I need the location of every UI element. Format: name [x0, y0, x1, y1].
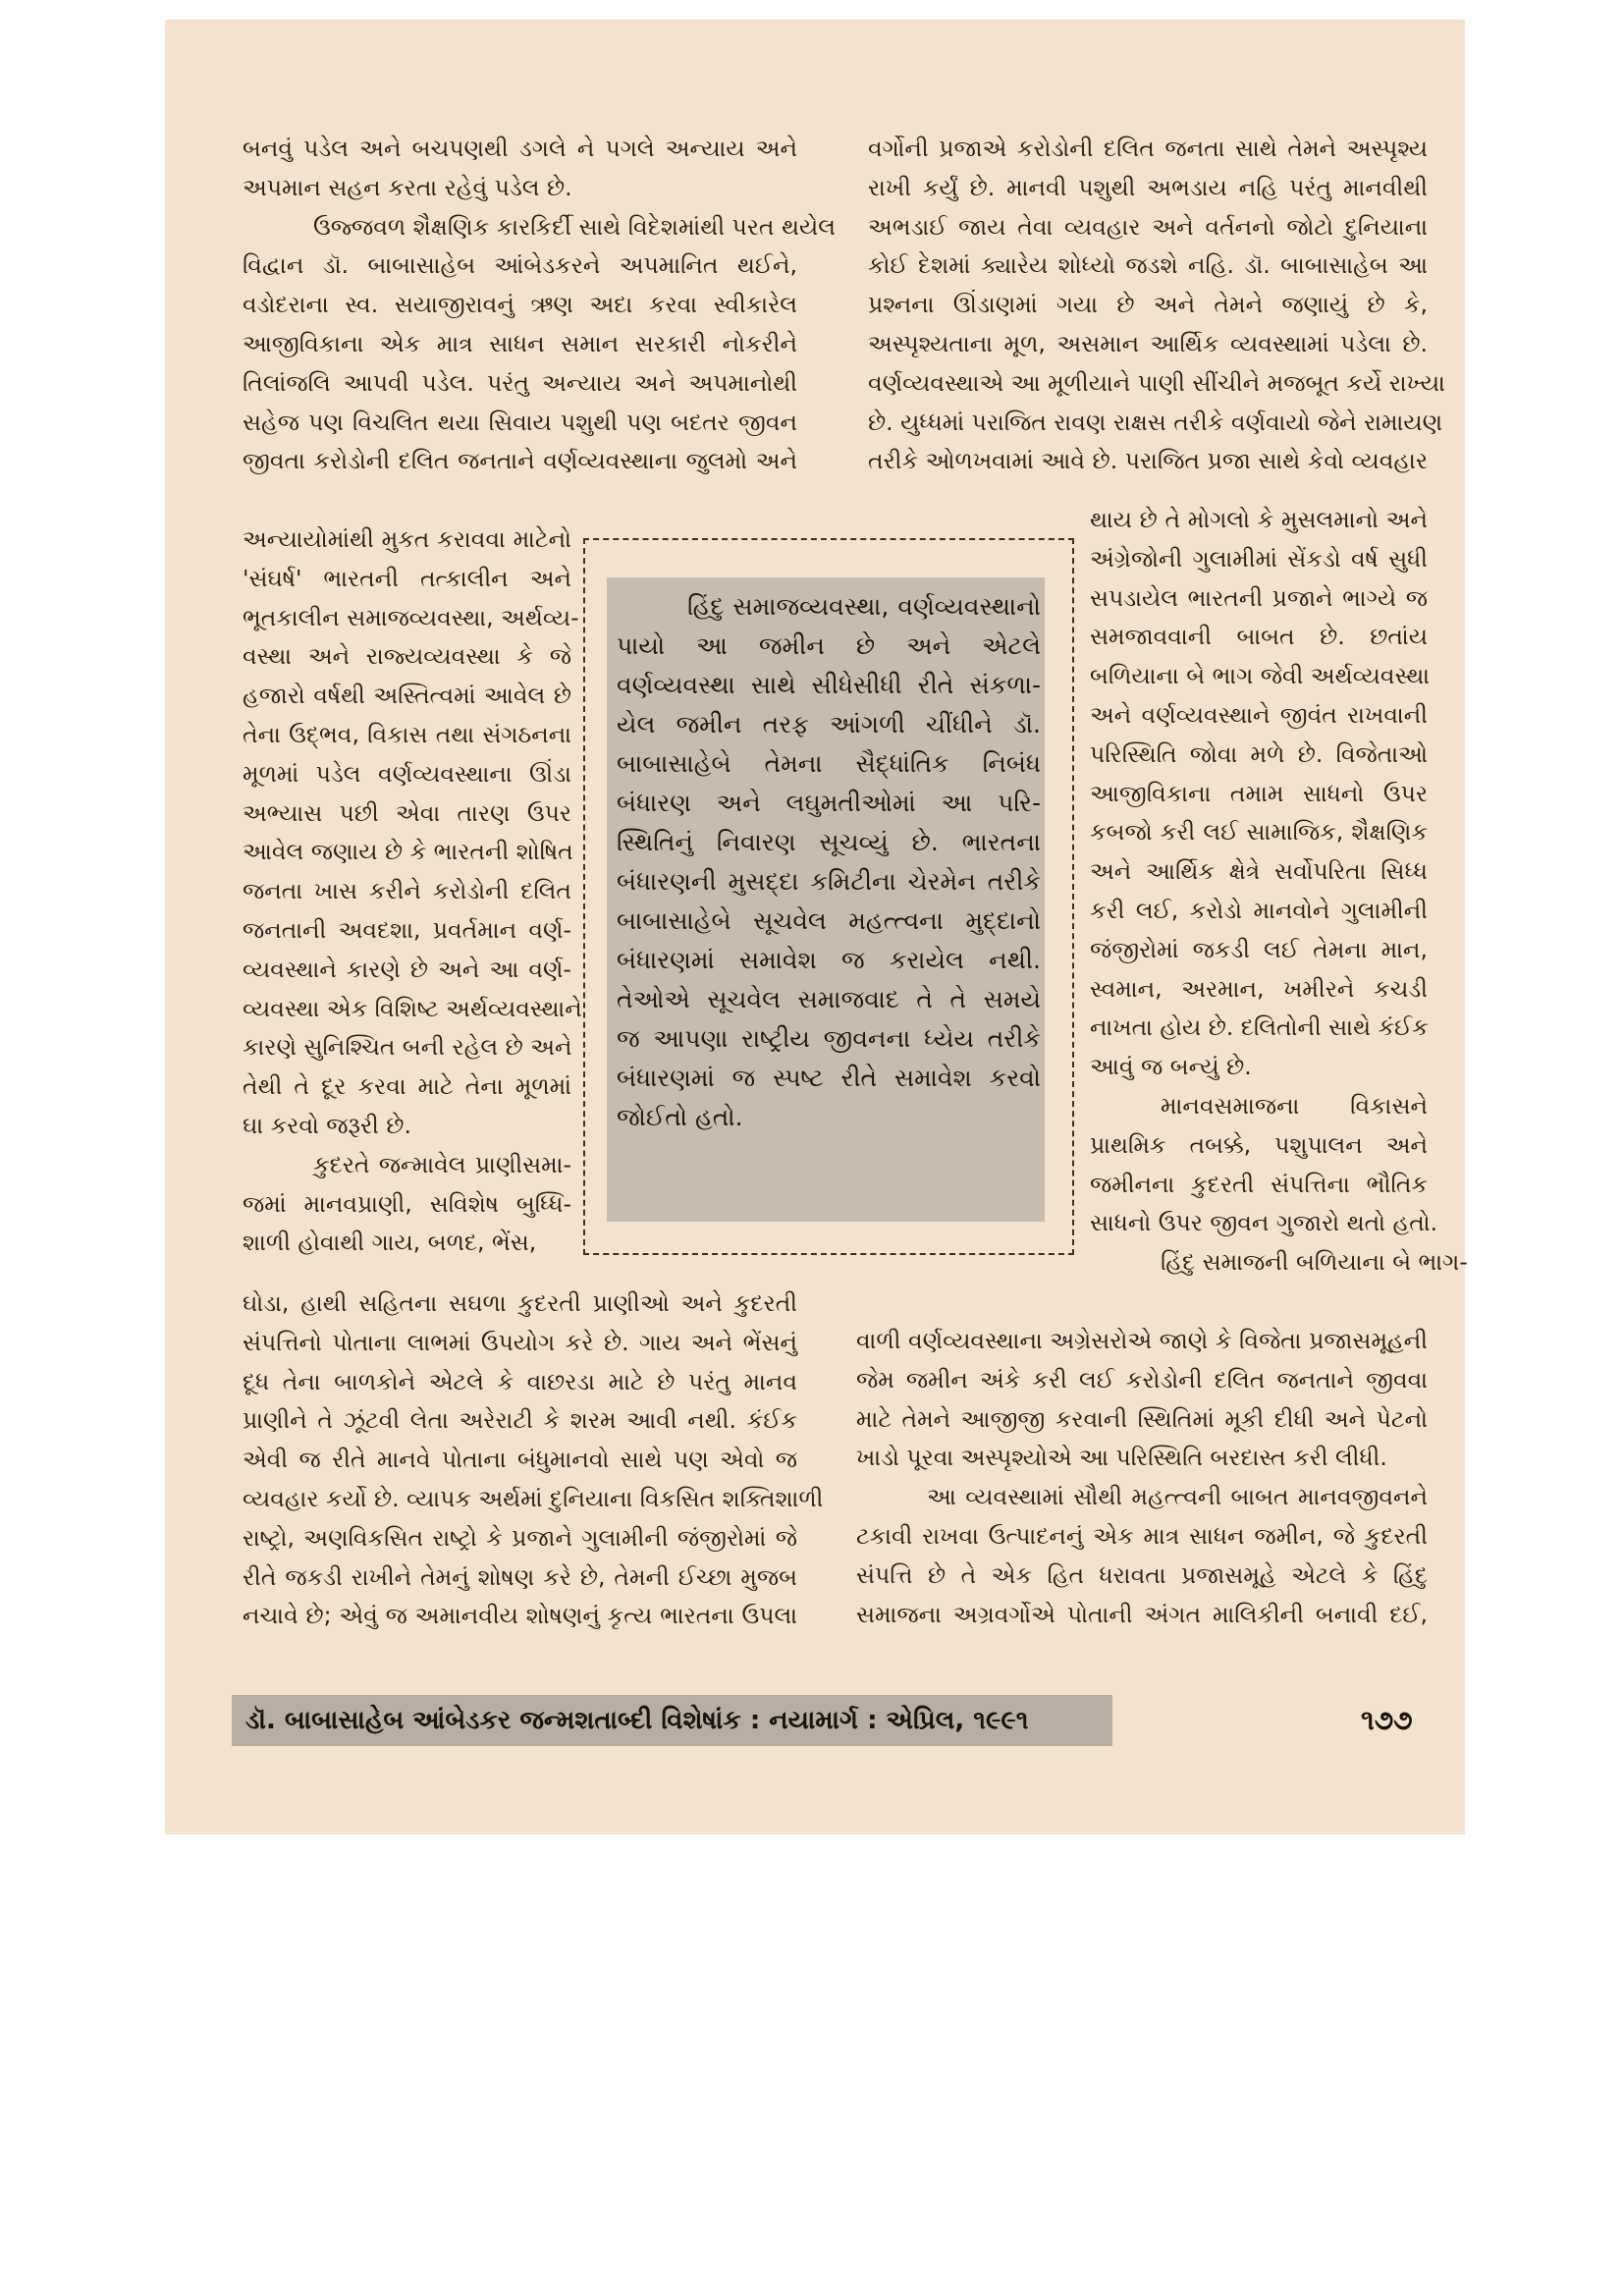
page-number: ૧૭૭: [1361, 1704, 1413, 1736]
text-line: રાખી કર્યું છે. માનવી પશુથી અભડાય નહિ પરંતુ માનવીથી: [868, 173, 1428, 201]
text-line: માનવસમાજના વિકાસને: [1161, 1091, 1428, 1120]
text-line: થાય છે તે મોગલો કે મુસલમાનો અને: [1090, 506, 1428, 533]
text-line: ઘોડા, હાથી સહિતના સઘળા કુદરતી પ્રાણીઓ અને કુદરતી: [243, 1289, 797, 1317]
text-line: જમીનના કુદરતી સંપત્તિના ભૌતિક: [1090, 1170, 1428, 1198]
text-line: અપમાન સહન કરતા રહેવું પડેલ છે.: [243, 173, 572, 201]
left-column-narrow-text: [243, 520, 582, 1263]
text-line: વ્યવસ્થાને કારણે છે અને આ વર્ણ-: [243, 955, 571, 983]
text-line: રીતે જકડી રાખીને તેમનું શોષણ કરે છે, તેમની ઈચ્છા મુજબ: [243, 1562, 797, 1591]
pull-quote-line: બંધારણમાં જ સ્પષ્ટ રીતે સમાવેશ કરવો: [617, 1064, 1041, 1092]
text-line: અભડાઈ જાય તેવા વ્યવહાર અને વર્તનનો જોટો દુનિયાના: [868, 212, 1428, 241]
text-line: કબજો કરી લઈ સામાજિક, શૈક્ષણિક: [1090, 818, 1428, 847]
right-column-bottom-text: [856, 1322, 1428, 1634]
text-line: વર્ણવ્યવસ્થાએ આ મૂળીયાને પાણી સીંચીને મજબૂત કર્યે રાખ્યા: [868, 368, 1445, 397]
text-line: અંગ્રેજોની ગુલામીમાં સેંકડો વર્ષ સુધી: [1090, 544, 1428, 573]
text-line: દૂધ તેના બાળકોને એટલે કે વાછરડા માટે છે પરંતુ માનવ: [243, 1367, 797, 1395]
text-line: નચાવે છે; એવું જ અમાનવીય શોષણનું કૃત્ય ભારતના ઉપલા: [243, 1602, 797, 1630]
pull-quote-line: વર્ણવ્યવસ્થા સાથે સીધેસીધી રીતે સંકળા-: [617, 671, 1041, 699]
pull-quote-text: [617, 587, 1041, 1137]
text-line: આવેલ જણાય છે કે ભારતની શોષિત: [243, 838, 573, 866]
left-column-top-text: [243, 130, 836, 481]
text-line: સપડાયેલ ભારતની પ્રજાને ભાગ્યે જ: [1090, 583, 1428, 612]
text-line: સંપત્તિનો પોતાના લાભમાં ઉપયોગ કરે છે. ગાય અને ભેંસનું: [243, 1328, 797, 1356]
pull-quote-line: સ્થિતિનું નિવારણ સૂચવ્યું છે. ભારતના: [617, 828, 1041, 856]
text-line: સંપત્તિ છે તે એક હિત ધરાવતા પ્રજાસમૂહે એટલે કે હિંદુ: [856, 1560, 1428, 1589]
text-line: કુદરતે જન્માવેલ પ્રાણીસમા-: [313, 1150, 571, 1178]
text-line: 'સંઘર્ષ' ભારતની તત્કાલીન અને: [243, 564, 571, 592]
pull-quote-line: બંધારણની મુસદ્દા કમિટીના ચેરમેન તરીકે: [617, 867, 1041, 896]
text-line: રાષ્ટ્રો, અણવિકસિત રાષ્ટ્રો કે પ્રજાને ગુલામીની જંજીરોમાં જે: [243, 1523, 797, 1552]
pull-quote-line: પાયો આ જમીન છે અને એટલે: [617, 631, 1041, 660]
text-line: પ્રાથમિક તબક્કે, પશુપાલન અને: [1090, 1130, 1428, 1159]
text-line: જમાં માનવપ્રાણી, સવિશેષ બુધ્ધિ-: [243, 1189, 571, 1218]
text-line: ઘા કરવો જરૂરી છે.: [243, 1111, 412, 1139]
text-line: અને વર્ણવ્યવસ્થાને જીવંત રાખવાની: [1090, 700, 1428, 729]
text-line: આજીવિકાના તમામ સાધનો ઉપર: [1090, 779, 1428, 807]
pull-quote-line: જોઈતો હતો.: [617, 1103, 743, 1131]
pull-quote-line: બંધારણ અને લઘુમતીઓમાં આ પરિ-: [617, 789, 1041, 817]
text-line: સહેજ પણ વિચલિત થયા સિવાય પશુથી પણ બદતર જીવન: [243, 408, 797, 436]
text-line: સમજાવવાની બાબત છે. છતાંય: [1090, 623, 1428, 651]
pull-quote-line: જ આપણા રાષ્ટ્રીય જીવનના ધ્યેય તરીકે: [617, 1024, 1041, 1053]
text-line: જીવતા કરોડોની દલિત જનતાને વર્ણવ્યવસ્થાના જુલમો અને: [243, 447, 797, 475]
text-line: ભૂતકાલીન સમાજવ્યવસ્થા, અર્થવ્ય-: [243, 603, 579, 631]
text-line: પરિસ્થિતિ જોવા મળે છે. વિજેતાઓ: [1090, 739, 1428, 768]
text-line: પ્રશ્નના ઊંડાણમાં ગયા છે અને તેમને જણાયું છે કે,: [868, 291, 1428, 319]
text-line: વડોદરાના સ્વ. સયાજીરાવનું ઋણ અદા કરવા સ્વીકારેલ: [243, 291, 797, 319]
text-line: ખાડો પૂરવા અસ્પૃશ્યોએ આ પરિસ્થિતિ બરદાસ્ત કરી લીધી.: [856, 1444, 1387, 1472]
text-line: બનવું પડેલ અને બચપણથી ડગલે ને પગલે અન્યાય અને: [243, 135, 797, 162]
pull-quote-line: બંધારણમાં સમાવેશ જ કરાયેલ નથી.: [617, 946, 1041, 974]
text-line: જંજીરોમાં જકડી લઈ તેમના માન,: [1090, 935, 1428, 963]
pull-quote-line: તેઓએ સૂચવેલ સમાજવાદ તે તે સમયે: [617, 985, 1041, 1013]
text-line: આજીવિકાના એક માત્ર સાધન સમાન સરકારી નોકરીને: [243, 329, 797, 357]
pull-quote-line: યેલ જમીન તરફ આંગળી ચીંધીને ડૉ.: [617, 710, 1041, 738]
text-line: તિલાંજલિ આપવી પડેલ. પરંતુ અન્યાય અને અપમાનોથી: [243, 368, 797, 397]
pull-quote-box: [583, 538, 1074, 1255]
text-line: આવું જ બન્યું છે.: [1090, 1053, 1252, 1081]
text-line: જેમ જમીન અંકે કરી લઈ કરોડોની દલિત જનતાને જીવવા: [856, 1365, 1428, 1394]
text-line: અસ્પૃશ્યતાના મૂળ, અસમાન આર્થિક વ્યવસ્થામાં પડેલા છે.: [868, 329, 1428, 357]
text-line: અને આર્થિક ક્ષેત્રે સર્વોપરિતા સિધ્ધ: [1090, 857, 1428, 886]
text-line: વ્યવહાર કર્યો છે. વ્યાપક અર્થમાં દુનિયાના વિકસિત શક્તિશાળી: [243, 1484, 824, 1512]
text-line: હિંદુ સમાજની બળિયાના બે ભાગ-: [1161, 1248, 1468, 1277]
text-line: એવી જ રીતે માનવે પોતાના બંધુમાનવો સાથે પણ એવો જ: [243, 1446, 797, 1474]
right-column-top-text: [868, 130, 1445, 481]
text-line: માટે તેમને આજીજી કરવાની સ્થિતિમાં મૂકી દીધી અને પેટનો: [856, 1404, 1428, 1433]
text-line: તેથી તે દૂર કરવા માટે તેના મૂળમાં: [243, 1072, 571, 1101]
text-line: કરી લઈ, કરોડો માનવોને ગુલામીની: [1090, 896, 1428, 924]
text-line: જનતાની અવદશા, પ્રવર્તમાન વર્ણ-: [243, 915, 571, 944]
pull-quote-line: બાબાસાહેબે તેમના સૈદ્ધાંતિક નિબંધ: [617, 749, 1041, 778]
text-line: વાળી વર્ણવ્યવસ્થાના અગ્રેસરોએ જાણે કે વિજેતા પ્રજાસમૂહની: [856, 1327, 1428, 1354]
text-line: વ્યવસ્થા એક વિશિષ્ટ અર્થવ્યવસ્થાને: [243, 994, 582, 1022]
footer-title: ડૉ. બાબાસાહેબ આંબેડકર જન્મશતાબ્દી વિશેષાંક : નયામાર્ગ : એપ્રિલ, ૧૯૯૧: [245, 1706, 1029, 1735]
text-line: સમાજના અગ્રવર્ગોએ પોતાની અંગત માલિકીની બનાવી દઈ,: [856, 1600, 1428, 1628]
text-line: તરીકે ઓળખવામાં આવે છે. પરાજિત પ્રજા સાથે કેવો વ્યવહાર: [868, 447, 1428, 475]
text-line: પ્રાણીને તે ઝૂંટવી લેતા અરેરાટી કે શરમ આવી નથી. કંઈક: [243, 1406, 797, 1435]
text-line: બળિયાના બે ભાગ જેવી અર્થવ્યવસ્થા: [1090, 662, 1430, 690]
text-line: હજારો વર્ષથી અસ્તિત્વમાં આવેલ છે: [243, 682, 571, 710]
text-line: વસ્થા અને રાજ્યવ્યવસ્થા કે જે: [243, 642, 571, 671]
pull-quote-line: હિંદુ સમાજવ્યવસ્થા, વર્ણવ્યવસ્થાનો: [687, 592, 1041, 621]
text-line: તેના ઉદ્‌ભવ, વિકાસ તથા સંગઠનના: [243, 720, 571, 748]
text-line: મૂળમાં પડેલ વર્ણવ્યવસ્થાના ઊંડા: [243, 759, 571, 788]
text-line: અન્યાયોમાંથી મુકત કરાવવા માટેનો: [243, 525, 571, 553]
text-line: છે. યુધ્ધમાં પરાજિત રાવણ રાક્ષસ તરીકે વર્ણવાયો જેને રામાયણ: [868, 408, 1443, 436]
text-line: સાધનો ઉપર જીવન ગુજારો થતો હતો.: [1090, 1209, 1438, 1237]
pull-quote-line: બાબાસાહેબે સૂચવેલ મહત્ત્વના મુદ્દાનો: [617, 906, 1041, 935]
right-column-narrow-text: [1090, 501, 1468, 1283]
left-column-bottom-text: [243, 1285, 824, 1636]
text-line: જનતા ખાસ કરીને કરોડોની દલિત: [243, 877, 571, 905]
text-line: કોઈ દેશમાં ક્યારેય શોધ્યો જડશે નહિ. ડૉ. બાબાસાહેબ આ: [868, 251, 1428, 280]
text-line: આ વ્યવસ્થામાં સૌથી મહત્ત્વની બાબત માનવજીવનને: [927, 1483, 1428, 1511]
text-line: ટકાવી રાખવા ઉત્પાદનનું એક માત્ર સાધન જમીન, જે કુદરતી: [856, 1521, 1428, 1550]
text-line: અભ્યાસ પછી એવા તારણ ઉપર: [243, 798, 571, 827]
text-line: નાખતા હોય છે. દલિતોની સાથે કંઈક: [1090, 1013, 1429, 1042]
text-line: શાળી હોવાથી ગાય, બળદ, ભેંસ,: [243, 1229, 537, 1257]
text-line: સ્વમાન, અરમાન, ખમીરને કચડી: [1090, 974, 1428, 1003]
text-line: વર્ગોની પ્રજાએ કરોડોની દલિત જનતા સાથે તેમને અસ્પૃશ્ય: [868, 135, 1428, 162]
text-line: કારણે સુનિશ્ચિત બની રહેલ છે અને: [243, 1033, 572, 1062]
text-line: ઉજ્જવળ શૈક્ષણિક કારકિર્દી સાથે વિદેશમાંથી પરત થયેલ: [313, 212, 836, 241]
text-line: વિદ્વાન ડૉ. બાબાસાહેબ આંબેડકરને અપમાનિત થઈને,: [243, 251, 797, 280]
